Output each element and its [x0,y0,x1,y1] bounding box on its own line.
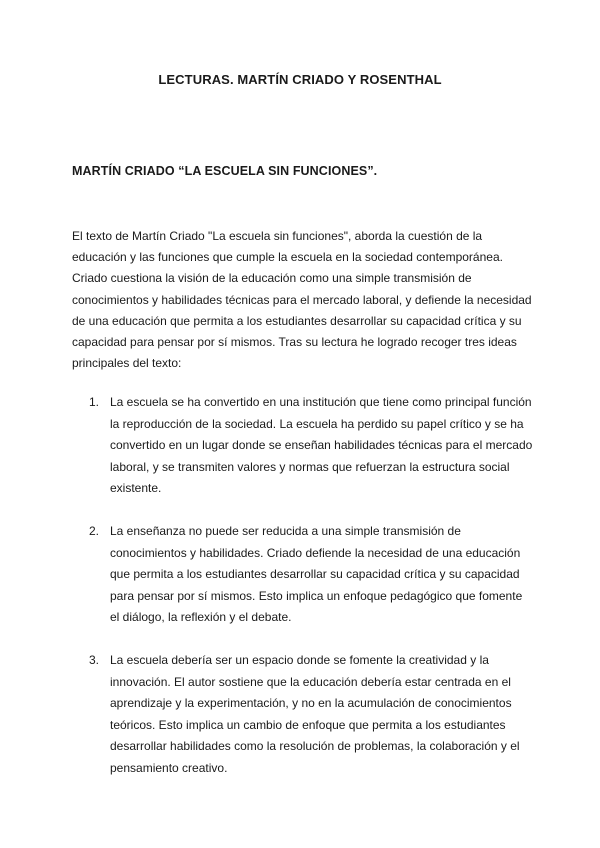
document-title: LECTURAS. MARTÍN CRIADO Y ROSENTHAL [158,72,442,87]
list-item-number: 1. [89,395,100,409]
intro-paragraph: El texto de Martín Criado "La escuela sin funciones", aborda la cuestión de la educación y las funciones que cumple la escuela en la sociedad contemporánea. Criado cuestiona la visión de la educación como una simple transmisión de conocimientos y habilidades técnicas para el mercado laboral, y defiende la necesidad de una educación que permita a los estudiantes desarrollar su capacidad crítica y su capacidad para pensar por sí mismos. Tras su lectura he logrado recoger tres ideas principales del texto: [72,229,532,371]
list-item [72,650,534,780]
list-item-text: La enseñanza no puede ser reducida a una simple transmisión de conocimientos y habilidades. Criado defiende la necesidad de una educación que permita a los estudiantes desarrollar su capacidad crítica y su capacidad para pensar por sí mismos. Esto implica un enfoque pedagógico que fomente el diálogo, la reflexión y el debate. [110,523,523,625]
ideas-list [72,392,534,801]
list-item-text: La escuela debería ser un espacio donde se fomente la creatividad y la innovación. El autor sostiene que la educación debería estar centrada en el aprendizaje y la experimentación, y no en la acumulación de conocimientos teóricos. Esto implica un cambio de enfoque que permita a los estudiantes desarrollar habilidades como la resolución de problemas, la colaboración y el pensamiento creativo. [110,652,520,775]
list-item-number: 3. [89,652,100,667]
list-item-text: La escuela se ha convertido en una institución que tiene como principal función la reproducción de la sociedad. La escuela ha perdido su papel crítico y se ha convertido en un lugar donde se enseñan habilidades técnicas para el mercado laboral, y se transmiten valores y normas que refuerzan la estructura social existente. [110,395,533,496]
list-item-number: 2. [89,523,100,538]
list-item [72,521,534,629]
list-item [72,392,534,500]
section-heading: MARTÍN CRIADO “LA ESCUELA SIN FUNCIONES”. [72,164,378,178]
